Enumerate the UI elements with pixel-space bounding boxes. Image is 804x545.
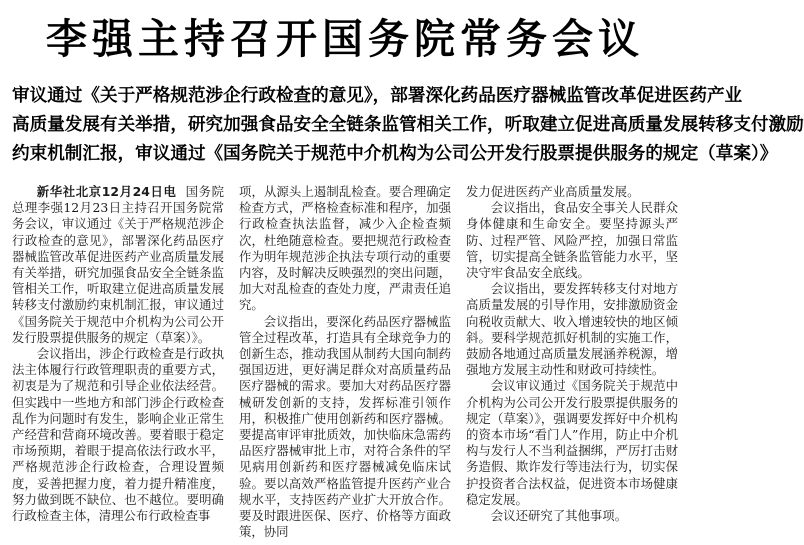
article-paragraph: 项，从源头上遏制乱检查。要合理确定检查方式，严格检查标准和程序，加强行政检查执法监督，减少入企检查频次，杜绝随意检查。要把规范行政检查作为明年规范涉企执法专项行动的重要内容，及时解决反映强烈的突出问题，加大对乱检查的查处力度，严肃责任追究。 bbox=[239, 184, 451, 313]
dateline: 新华社北京12月24日电 bbox=[36, 184, 177, 199]
article-column-1 bbox=[12, 184, 224, 544]
subheadline bbox=[12, 82, 804, 169]
headline: 李强主持召开国务院常务会议 bbox=[46, 14, 644, 63]
article-column-2 bbox=[239, 184, 451, 544]
subheadline-line-3: 约束机制汇报，审议通过《国务院关于规范中介机构为公司公开发行股票提供服务的规定（草案）》 bbox=[12, 144, 778, 164]
article-paragraph: 会议指出，要发挥转移支付对地方高质量发展的引导作用，安排激励资金向税收贡献大、收入增速较快的地区倾斜。要科学规范抓好机制的实施工作，鼓励各地通过高质量发展涵养税源，增强地方发展主动性和财政可持续性。 bbox=[466, 281, 678, 378]
article-paragraph: 会议指出，涉企行政检查是行政执法主体履行行政管理职责的重要方式，初衷是为了规范和引导企业依法经营。但实践中一些地方和部门涉企行政检查乱作为问题时有发生，影响企业正常生产经营和营商环境改善。要着眼于稳定市场预期，着眼于提高依法行政水平，严格规范涉企行政检查，合理设置频度，妥善把握力度，着力提升精准度，努力做到既不缺位、也不越位。要明确行政检查主体，清理公布行政检查事 bbox=[12, 346, 224, 524]
subheadline-line-1: 审议通过《关于严格规范涉企行政检查的意见》，部署深化药品医疗器械监管改革促进医药产业 bbox=[12, 86, 743, 106]
paragraph-text: 国务院总理李强12月23日主持召开国务院常务会议，审议通过《关于严格规范涉企行政检查的意见》，部署深化药品医疗器械监管改革促进医药产业高质量发展有关举措，研究加强食品安全全链条监管相关工作，听取建立促进高质量发展转移支付激励约束机制汇报，审议通过《国务院关于规范中介机构为公司公开发行股票提供服务的规定（草案）》。 bbox=[12, 184, 224, 345]
article-paragraph: 会议指出，要深化药品医疗器械监管全过程改革，打造具有全球竞争力的创新生态，推动我国从制药大国向制药强国迈进，更好满足群众对高质量药品医疗器械的需求。要加大对药品医疗器械研发创新的支持，发挥标准引领作用，积极推广使用创新药和医疗器械。要提高审评审批质效，加快临床急需药品医疗器械审批上市，对符合条件的罕见病用创新药和医疗器械减免临床试验。要以高效严格监管提升医药产业合规水平，支持医药产业扩大开放合作。要及时跟进医保、医疗、价格等方面政策，协同 bbox=[239, 313, 451, 540]
article-paragraph: 会议指出，食品安全事关人民群众身体健康和生命安全。要坚持源头严防、过程严管、风险严控，加强日常监管，切实提高全链条监管能力水平，坚决守牢食品安全底线。 bbox=[466, 200, 678, 281]
subheadline-line-2: 高质量发展有关举措，研究加强食品安全全链条监管相关工作，听取建立促进高质量发展转移支付激励 bbox=[12, 115, 804, 135]
article-paragraph: 会议还研究了其他事项。 bbox=[490, 508, 628, 524]
article-column-3 bbox=[466, 184, 678, 544]
article-paragraph bbox=[12, 184, 224, 346]
article-paragraph: 会议审议通过《国务院关于规范中介机构为公司公开发行股票提供服务的规定（草案）》，强调要发挥好中介机构的资本市场“看门人”作用，防止中介机构与发行人不当利益捆绑，严厉打击财务造假、欺诈发行等违法行为，切实保护投资者合法权益，促进资本市场健康稳定发展。 bbox=[466, 378, 678, 507]
article-paragraph: 发力促进医药产业高质量发展。 bbox=[466, 184, 640, 199]
article-body bbox=[12, 184, 678, 544]
